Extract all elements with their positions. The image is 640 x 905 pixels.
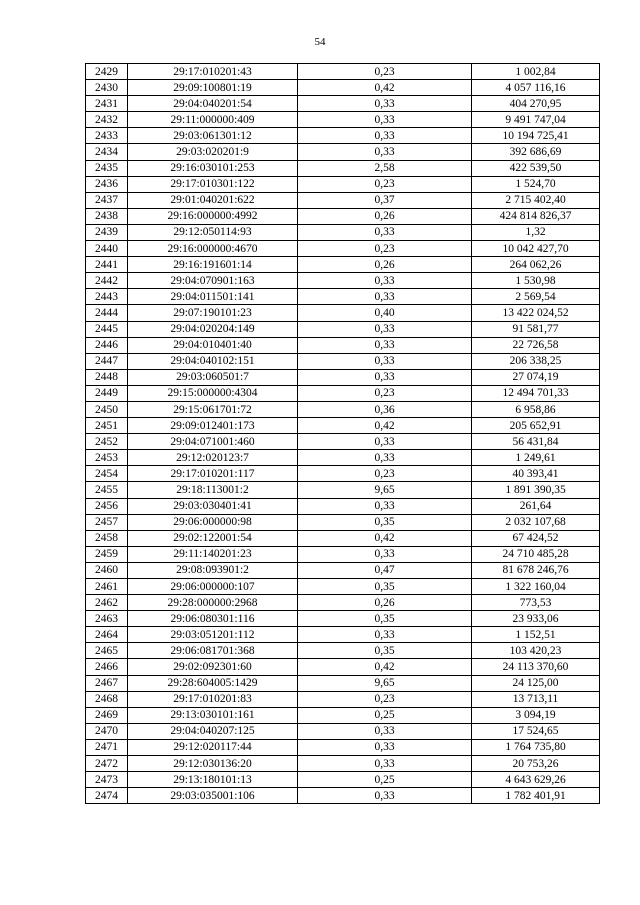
rate-cell: 0,40 bbox=[298, 305, 472, 321]
row-number-cell: 2431 bbox=[86, 96, 128, 112]
row-number-cell: 2448 bbox=[86, 369, 128, 385]
rate-cell: 0,35 bbox=[298, 643, 472, 659]
table-row bbox=[86, 643, 600, 659]
cadastral-number-cell: 29:28:604005:1429 bbox=[128, 675, 298, 691]
cadastral-number-cell: 29:02:122001:54 bbox=[128, 530, 298, 546]
data-table bbox=[85, 63, 600, 804]
table-row bbox=[86, 401, 600, 417]
value-cell: 773,53 bbox=[472, 595, 600, 611]
table-row bbox=[86, 208, 600, 224]
value-cell: 24 113 370,60 bbox=[472, 659, 600, 675]
row-number-cell: 2445 bbox=[86, 321, 128, 337]
rate-cell: 0,23 bbox=[298, 176, 472, 192]
table-row bbox=[86, 546, 600, 562]
row-number-cell: 2439 bbox=[86, 224, 128, 240]
row-number-cell: 2429 bbox=[86, 64, 128, 80]
table-row bbox=[86, 739, 600, 755]
table-row bbox=[86, 160, 600, 176]
value-cell: 81 678 246,76 bbox=[472, 562, 600, 578]
row-number-cell: 2465 bbox=[86, 643, 128, 659]
row-number-cell: 2459 bbox=[86, 546, 128, 562]
rate-cell: 9,65 bbox=[298, 675, 472, 691]
rate-cell: 0,23 bbox=[298, 385, 472, 401]
row-number-cell: 2443 bbox=[86, 289, 128, 305]
rate-cell: 0,23 bbox=[298, 241, 472, 257]
table-row bbox=[86, 788, 600, 804]
rate-cell: 0,25 bbox=[298, 772, 472, 788]
table-row bbox=[86, 369, 600, 385]
rate-cell: 0,33 bbox=[298, 144, 472, 160]
value-cell: 2 715 402,40 bbox=[472, 192, 600, 208]
table-row bbox=[86, 385, 600, 401]
row-number-cell: 2441 bbox=[86, 257, 128, 273]
table-row bbox=[86, 659, 600, 675]
row-number-cell: 2444 bbox=[86, 305, 128, 321]
table-row bbox=[86, 241, 600, 257]
row-number-cell: 2447 bbox=[86, 353, 128, 369]
table-row bbox=[86, 611, 600, 627]
cadastral-number-cell: 29:03:061301:12 bbox=[128, 128, 298, 144]
value-cell: 13 713,11 bbox=[472, 691, 600, 707]
rate-cell: 0,33 bbox=[298, 96, 472, 112]
value-cell: 1 002,84 bbox=[472, 64, 600, 80]
cadastral-number-cell: 29:04:070901:163 bbox=[128, 273, 298, 289]
rate-cell: 0,35 bbox=[298, 514, 472, 530]
cadastral-number-cell: 29:28:000000:2968 bbox=[128, 595, 298, 611]
value-cell: 24 125,00 bbox=[472, 675, 600, 691]
cadastral-number-cell: 29:03:020201:9 bbox=[128, 144, 298, 160]
value-cell: 9 491 747,04 bbox=[472, 112, 600, 128]
cadastral-number-cell: 29:11:000000:409 bbox=[128, 112, 298, 128]
rate-cell: 0,35 bbox=[298, 579, 472, 595]
table-row bbox=[86, 144, 600, 160]
rate-cell: 0,33 bbox=[298, 450, 472, 466]
cadastral-number-cell: 29:16:000000:4992 bbox=[128, 208, 298, 224]
value-cell: 261,64 bbox=[472, 498, 600, 514]
value-cell: 206 338,25 bbox=[472, 353, 600, 369]
table-row bbox=[86, 418, 600, 434]
cadastral-number-cell: 29:01:040201:622 bbox=[128, 192, 298, 208]
rate-cell: 0,26 bbox=[298, 595, 472, 611]
table-row bbox=[86, 64, 600, 80]
rate-cell: 0,42 bbox=[298, 659, 472, 675]
rate-cell: 0,33 bbox=[298, 723, 472, 739]
value-cell: 10 194 725,41 bbox=[472, 128, 600, 144]
row-number-cell: 2438 bbox=[86, 208, 128, 224]
value-cell: 404 270,95 bbox=[472, 96, 600, 112]
value-cell: 22 726,58 bbox=[472, 337, 600, 353]
row-number-cell: 2437 bbox=[86, 192, 128, 208]
rate-cell: 0,25 bbox=[298, 707, 472, 723]
rate-cell: 0,23 bbox=[298, 64, 472, 80]
row-number-cell: 2474 bbox=[86, 788, 128, 804]
row-number-cell: 2433 bbox=[86, 128, 128, 144]
value-cell: 27 074,19 bbox=[472, 369, 600, 385]
cadastral-number-cell: 29:06:000000:107 bbox=[128, 579, 298, 595]
row-number-cell: 2458 bbox=[86, 530, 128, 546]
rate-cell: 0,33 bbox=[298, 321, 472, 337]
value-cell: 2 569,54 bbox=[472, 289, 600, 305]
row-number-cell: 2468 bbox=[86, 691, 128, 707]
table-row bbox=[86, 756, 600, 772]
rate-cell: 0,33 bbox=[298, 369, 472, 385]
cadastral-number-cell: 29:16:030101:253 bbox=[128, 160, 298, 176]
value-cell: 67 424,52 bbox=[472, 530, 600, 546]
table-row bbox=[86, 353, 600, 369]
rate-cell: 0,26 bbox=[298, 257, 472, 273]
cadastral-number-cell: 29:16:191601:14 bbox=[128, 257, 298, 273]
row-number-cell: 2467 bbox=[86, 675, 128, 691]
cadastral-number-cell: 29:12:050114:93 bbox=[128, 224, 298, 240]
cadastral-number-cell: 29:06:081701:368 bbox=[128, 643, 298, 659]
value-cell: 205 652,91 bbox=[472, 418, 600, 434]
rate-cell: 9,65 bbox=[298, 482, 472, 498]
value-cell: 1 891 390,35 bbox=[472, 482, 600, 498]
row-number-cell: 2442 bbox=[86, 273, 128, 289]
table-body bbox=[86, 64, 600, 804]
value-cell: 17 524,65 bbox=[472, 723, 600, 739]
table-row bbox=[86, 337, 600, 353]
value-cell: 1 249,61 bbox=[472, 450, 600, 466]
row-number-cell: 2473 bbox=[86, 772, 128, 788]
cadastral-number-cell: 29:17:010201:117 bbox=[128, 466, 298, 482]
row-number-cell: 2440 bbox=[86, 241, 128, 257]
row-number-cell: 2451 bbox=[86, 418, 128, 434]
row-number-cell: 2470 bbox=[86, 723, 128, 739]
value-cell: 23 933,06 bbox=[472, 611, 600, 627]
table-row bbox=[86, 192, 600, 208]
cadastral-number-cell: 29:11:140201:23 bbox=[128, 546, 298, 562]
cadastral-number-cell: 29:03:060501:7 bbox=[128, 369, 298, 385]
table-row bbox=[86, 176, 600, 192]
table-row bbox=[86, 675, 600, 691]
rate-cell: 0,36 bbox=[298, 401, 472, 417]
rate-cell: 2,58 bbox=[298, 160, 472, 176]
table-row bbox=[86, 289, 600, 305]
rate-cell: 0,33 bbox=[298, 739, 472, 755]
rate-cell: 0,23 bbox=[298, 466, 472, 482]
table-row bbox=[86, 224, 600, 240]
row-number-cell: 2469 bbox=[86, 707, 128, 723]
table-row bbox=[86, 562, 600, 578]
cadastral-number-cell: 29:03:051201:112 bbox=[128, 627, 298, 643]
value-cell: 424 814 826,37 bbox=[472, 208, 600, 224]
rate-cell: 0,23 bbox=[298, 691, 472, 707]
cadastral-number-cell: 29:04:010401:40 bbox=[128, 337, 298, 353]
cadastral-number-cell: 29:04:011501:141 bbox=[128, 289, 298, 305]
cadastral-number-cell: 29:04:040102:151 bbox=[128, 353, 298, 369]
rate-cell: 0,33 bbox=[298, 224, 472, 240]
value-cell: 20 753,26 bbox=[472, 756, 600, 772]
row-number-cell: 2452 bbox=[86, 434, 128, 450]
cadastral-number-cell: 29:15:000000:4304 bbox=[128, 385, 298, 401]
rate-cell: 0,42 bbox=[298, 418, 472, 434]
row-number-cell: 2449 bbox=[86, 385, 128, 401]
cadastral-number-cell: 29:04:040207:125 bbox=[128, 723, 298, 739]
cadastral-number-cell: 29:03:035001:106 bbox=[128, 788, 298, 804]
cadastral-number-cell: 29:04:040201:54 bbox=[128, 96, 298, 112]
row-number-cell: 2471 bbox=[86, 739, 128, 755]
rate-cell: 0,33 bbox=[298, 273, 472, 289]
table-row bbox=[86, 321, 600, 337]
row-number-cell: 2432 bbox=[86, 112, 128, 128]
table-row bbox=[86, 627, 600, 643]
value-cell: 392 686,69 bbox=[472, 144, 600, 160]
cadastral-number-cell: 29:04:071001:460 bbox=[128, 434, 298, 450]
table-row bbox=[86, 691, 600, 707]
value-cell: 1 524,70 bbox=[472, 176, 600, 192]
value-cell: 10 042 427,70 bbox=[472, 241, 600, 257]
cadastral-number-cell: 29:06:000000:98 bbox=[128, 514, 298, 530]
value-cell: 4 643 629,26 bbox=[472, 772, 600, 788]
table-row bbox=[86, 723, 600, 739]
table-row bbox=[86, 257, 600, 273]
table-row bbox=[86, 466, 600, 482]
value-cell: 91 581,77 bbox=[472, 321, 600, 337]
row-number-cell: 2456 bbox=[86, 498, 128, 514]
row-number-cell: 2434 bbox=[86, 144, 128, 160]
rate-cell: 0,33 bbox=[298, 128, 472, 144]
rate-cell: 0,33 bbox=[298, 788, 472, 804]
table-row bbox=[86, 579, 600, 595]
value-cell: 1 782 401,91 bbox=[472, 788, 600, 804]
value-cell: 56 431,84 bbox=[472, 434, 600, 450]
value-cell: 422 539,50 bbox=[472, 160, 600, 176]
row-number-cell: 2466 bbox=[86, 659, 128, 675]
cadastral-number-cell: 29:09:100801:19 bbox=[128, 80, 298, 96]
rate-cell: 0,33 bbox=[298, 353, 472, 369]
rate-cell: 0,33 bbox=[298, 337, 472, 353]
value-cell: 40 393,41 bbox=[472, 466, 600, 482]
cadastral-number-cell: 29:13:030101:161 bbox=[128, 707, 298, 723]
cadastral-number-cell: 29:09:012401:173 bbox=[128, 418, 298, 434]
row-number-cell: 2450 bbox=[86, 401, 128, 417]
rate-cell: 0,33 bbox=[298, 498, 472, 514]
cadastral-number-cell: 29:12:020117:44 bbox=[128, 739, 298, 755]
value-cell: 13 422 024,52 bbox=[472, 305, 600, 321]
row-number-cell: 2463 bbox=[86, 611, 128, 627]
row-number-cell: 2455 bbox=[86, 482, 128, 498]
row-number-cell: 2446 bbox=[86, 337, 128, 353]
cadastral-number-cell: 29:13:180101:13 bbox=[128, 772, 298, 788]
row-number-cell: 2461 bbox=[86, 579, 128, 595]
cadastral-number-cell: 29:07:190101:23 bbox=[128, 305, 298, 321]
rate-cell: 0,47 bbox=[298, 562, 472, 578]
rate-cell: 0,37 bbox=[298, 192, 472, 208]
cadastral-number-cell: 29:17:010301:122 bbox=[128, 176, 298, 192]
cadastral-number-cell: 29:02:092301:60 bbox=[128, 659, 298, 675]
value-cell: 1 152,51 bbox=[472, 627, 600, 643]
table-row bbox=[86, 595, 600, 611]
table-row bbox=[86, 772, 600, 788]
cadastral-number-cell: 29:03:030401:41 bbox=[128, 498, 298, 514]
table-row bbox=[86, 128, 600, 144]
row-number-cell: 2430 bbox=[86, 80, 128, 96]
rate-cell: 0,33 bbox=[298, 112, 472, 128]
value-cell: 1 530,98 bbox=[472, 273, 600, 289]
table-row bbox=[86, 450, 600, 466]
value-cell: 1 764 735,80 bbox=[472, 739, 600, 755]
table-row bbox=[86, 273, 600, 289]
rate-cell: 0,33 bbox=[298, 434, 472, 450]
cadastral-number-cell: 29:04:020204:149 bbox=[128, 321, 298, 337]
cadastral-number-cell: 29:18:113001:2 bbox=[128, 482, 298, 498]
row-number-cell: 2457 bbox=[86, 514, 128, 530]
cadastral-number-cell: 29:12:030136:20 bbox=[128, 756, 298, 772]
cadastral-number-cell: 29:17:010201:43 bbox=[128, 64, 298, 80]
row-number-cell: 2453 bbox=[86, 450, 128, 466]
row-number-cell: 2464 bbox=[86, 627, 128, 643]
rate-cell: 0,33 bbox=[298, 289, 472, 305]
table-row bbox=[86, 482, 600, 498]
rate-cell: 0,35 bbox=[298, 611, 472, 627]
page-number: 54 bbox=[314, 36, 326, 48]
value-cell: 4 057 116,16 bbox=[472, 80, 600, 96]
row-number-cell: 2460 bbox=[86, 562, 128, 578]
row-number-cell: 2462 bbox=[86, 595, 128, 611]
table-row bbox=[86, 498, 600, 514]
value-cell: 103 420,23 bbox=[472, 643, 600, 659]
value-cell: 1,32 bbox=[472, 224, 600, 240]
table-row bbox=[86, 514, 600, 530]
value-cell: 24 710 485,28 bbox=[472, 546, 600, 562]
cadastral-number-cell: 29:16:000000:4670 bbox=[128, 241, 298, 257]
table-row bbox=[86, 112, 600, 128]
table-row bbox=[86, 707, 600, 723]
rate-cell: 0,42 bbox=[298, 80, 472, 96]
table-row bbox=[86, 96, 600, 112]
cadastral-number-cell: 29:17:010201:83 bbox=[128, 691, 298, 707]
rate-cell: 0,33 bbox=[298, 546, 472, 562]
rate-cell: 0,33 bbox=[298, 627, 472, 643]
table-row bbox=[86, 80, 600, 96]
cadastral-number-cell: 29:06:080301:116 bbox=[128, 611, 298, 627]
row-number-cell: 2436 bbox=[86, 176, 128, 192]
table-row bbox=[86, 434, 600, 450]
rate-cell: 0,26 bbox=[298, 208, 472, 224]
value-cell: 2 032 107,68 bbox=[472, 514, 600, 530]
rate-cell: 0,33 bbox=[298, 756, 472, 772]
value-cell: 12 494 701,33 bbox=[472, 385, 600, 401]
cadastral-number-cell: 29:08:093901:2 bbox=[128, 562, 298, 578]
value-cell: 264 062,26 bbox=[472, 257, 600, 273]
value-cell: 3 094,19 bbox=[472, 707, 600, 723]
rate-cell: 0,42 bbox=[298, 530, 472, 546]
cadastral-number-cell: 29:15:061701:72 bbox=[128, 401, 298, 417]
row-number-cell: 2472 bbox=[86, 756, 128, 772]
cadastral-number-cell: 29:12:020123:7 bbox=[128, 450, 298, 466]
value-cell: 6 958,86 bbox=[472, 401, 600, 417]
row-number-cell: 2435 bbox=[86, 160, 128, 176]
value-cell: 1 322 160,04 bbox=[472, 579, 600, 595]
row-number-cell: 2454 bbox=[86, 466, 128, 482]
table-row bbox=[86, 305, 600, 321]
table-row bbox=[86, 530, 600, 546]
